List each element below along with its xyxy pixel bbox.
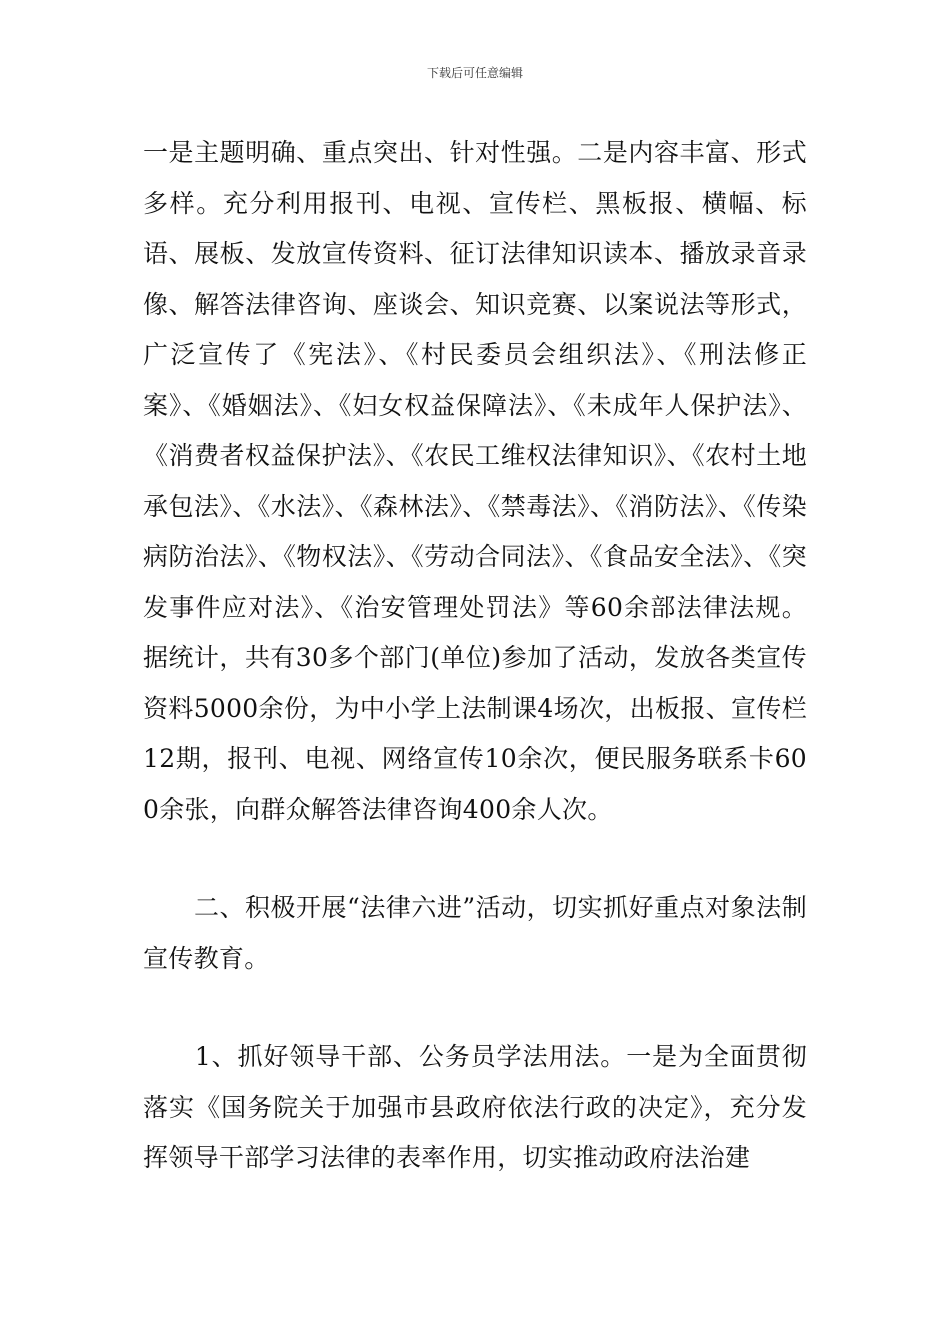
page-header: 下载后可任意编辑 (426, 66, 523, 80)
section-heading-law-six-entries: 二、积极开展“法律六进”活动，切实抓好重点对象法制宣传教育。 (143, 893, 807, 973)
paragraph-leader-cadres-study: 1、抓好领导干部、公务员学法用法。一是为全面贯彻落实《国务院关于加强市县政府依法行政的决定》，充分发挥领导干部学习法律的表率作用，切实推动政府法治建 (143, 1042, 807, 1172)
document-body (143, 128, 807, 1184)
paragraph-legal-publicity-summary: 一是主题明确、重点突出、针对性强。二是内容丰富、形式多样。充分利用报刊、电视、宣传栏、黑板报、横幅、标语、展板、发放宣传资料、征订法律知识读本、播放录音录像、解答法律咨询、座谈会、知识竞赛、以案说法等形式，广泛宣传了《宪法》、《村民委员会组织法》、《刑法修正案》、《婚姻法》、《妇女权益保障法》、《未成年人保护法》、《消费者权益保护法》、《农民工维权法律知识》、《农村土地承包法》、《水法》、《森林法》、《禁毒法》、《消防法》、《传染病防治法》、《物权法》、《劳动合同法》、《食品安全法》、《突发事件应对法》、《治安管理处罚法》等60余部法律法规。据统计，共有30多个部门(单位)参加了活动，发放各类宣传资料5000余份，为中小学上法制课4场次，出板报、宣传栏12期，报刊、电视、网络宣传10余次，便民服务联系卡600余张，向群众解答法律咨询400余人次。 (143, 138, 807, 824)
